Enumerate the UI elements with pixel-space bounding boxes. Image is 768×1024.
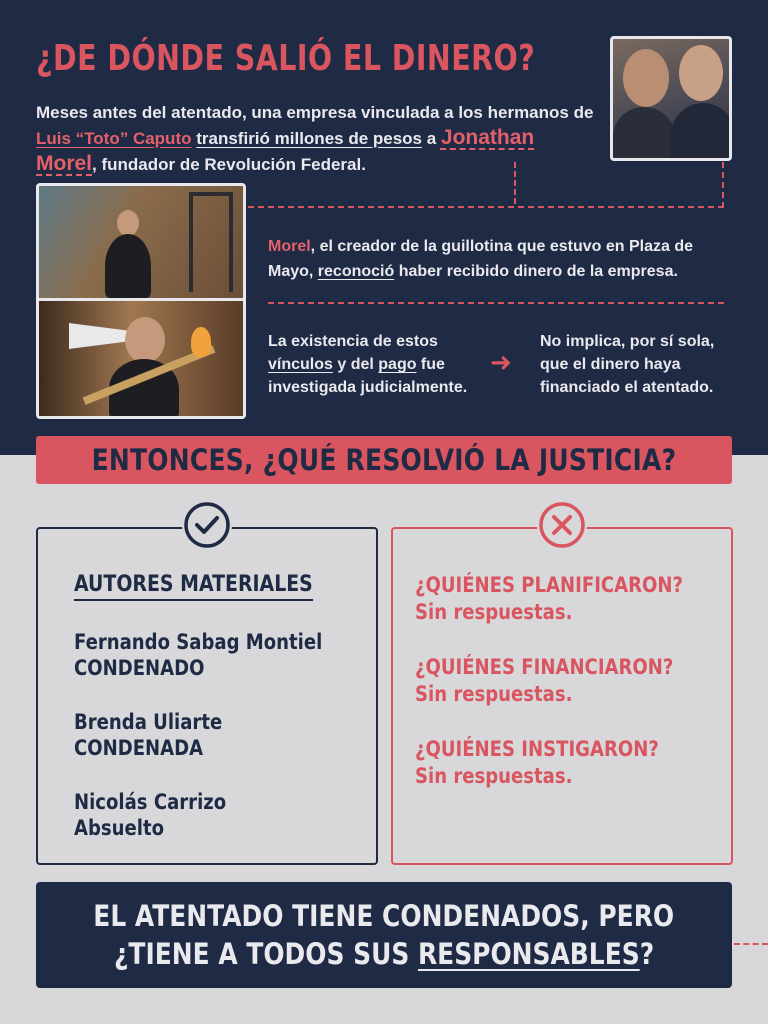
- transfer-text: transfirió millones de pesos: [196, 129, 423, 148]
- question-entry: [415, 736, 682, 790]
- footer-line-2: [114, 935, 654, 973]
- arrow-right-icon: ➜: [490, 348, 512, 378]
- photo-morel: [36, 183, 246, 419]
- footer-line-2-post: ?: [639, 937, 655, 971]
- photo-morel-guillotine: [39, 186, 243, 301]
- section-dash: [268, 302, 724, 304]
- person-entry: [74, 789, 332, 841]
- person-name: Nicolás Carrizo: [74, 790, 227, 814]
- connector-dash-v1: [514, 162, 516, 204]
- implication-paragraph: No implica, por sí sola, que el dinero haya financiado el atentado.: [540, 333, 715, 396]
- question-text: ¿QUIÉNES INSTIGARON?: [415, 737, 659, 761]
- x-circle-icon: [537, 500, 587, 550]
- face-left: [623, 49, 669, 107]
- question-list: [415, 572, 725, 818]
- links-text: La existencia de estos: [268, 333, 438, 350]
- answer-text: Sin respuestas.: [415, 600, 573, 624]
- morel-name: Jonathan Morel: [36, 126, 535, 175]
- banner-text: ENTONCES, ¿QUÉ RESOLVIÓ LA JUSTICIA?: [91, 443, 677, 477]
- photo-morel-torch: [39, 301, 243, 416]
- suit-left: [613, 107, 675, 161]
- convicted-list: [74, 572, 374, 841]
- intro-text-3: a: [422, 129, 441, 148]
- suit-right: [671, 103, 732, 161]
- person-verdict: CONDENADO: [74, 656, 205, 680]
- guillotine-frame: [189, 192, 233, 292]
- answer-text: Sin respuestas.: [415, 764, 573, 788]
- person-name: Fernando Sabag Montiel: [74, 630, 323, 654]
- answer-text: Sin respuestas.: [415, 682, 573, 706]
- footer-responsables: RESPONSABLES: [417, 937, 640, 971]
- pago-text: pago: [378, 356, 417, 373]
- photo-caputo-brothers: [610, 36, 732, 161]
- links-text-3: fue investigada judicialmente.: [268, 356, 468, 396]
- caputo-name: Luis “Toto” Caputo: [36, 129, 192, 148]
- morel-label: Morel: [268, 238, 311, 255]
- morel-face-2: [125, 317, 165, 363]
- links-paragraph: [268, 330, 493, 399]
- morel-text-2: haber recibido dinero de la empresa.: [394, 263, 678, 280]
- question-text: ¿QUIÉNES PLANIFICARON?: [415, 573, 683, 597]
- intro-paragraph: [36, 100, 596, 177]
- justice-banner: [36, 436, 732, 484]
- morel-body: [105, 234, 151, 298]
- links-text-2: y del: [332, 356, 379, 373]
- face-right: [679, 45, 723, 101]
- footer-line-1: EL ATENTADO TIENE CONDENADOS, PERO: [93, 899, 675, 933]
- person-name: Brenda Uliarte: [74, 710, 223, 734]
- person-entry: [74, 709, 332, 761]
- morel-paragraph: [268, 234, 738, 284]
- question-text: ¿QUIÉNES FINANCIARON?: [415, 655, 674, 679]
- vinculos-text: vínculos: [268, 356, 333, 373]
- footer-dash: [734, 943, 768, 945]
- footer-banner: [36, 882, 732, 988]
- material-authors-heading: AUTORES MATERIALES: [74, 572, 313, 601]
- person-entry: [74, 629, 332, 681]
- person-verdict: Absuelto: [74, 816, 165, 840]
- connector-dash-v2: [722, 162, 724, 208]
- morel-face: [117, 210, 139, 236]
- recognized-text: reconoció: [317, 263, 395, 280]
- intro-text-4: , fundador de Revolución Federal.: [92, 155, 366, 174]
- check-circle-icon: [182, 500, 232, 550]
- morel-text: , el creador de la guillotina que estuvo en Plaza de Mayo,: [268, 238, 693, 280]
- footer-line-2-pre: ¿TIENE A TODOS SUS: [113, 937, 418, 971]
- page-title: ¿DE DÓNDE SALIÓ EL DINERO?: [36, 38, 536, 79]
- flame-icon: [191, 327, 211, 357]
- person-verdict: CONDENADA: [74, 736, 204, 760]
- connector-dash-h: [248, 206, 724, 208]
- intro-text: Meses antes del atentado, una empresa vinculada a los hermanos de: [36, 103, 594, 122]
- question-entry: [415, 572, 682, 626]
- question-entry: [415, 654, 682, 708]
